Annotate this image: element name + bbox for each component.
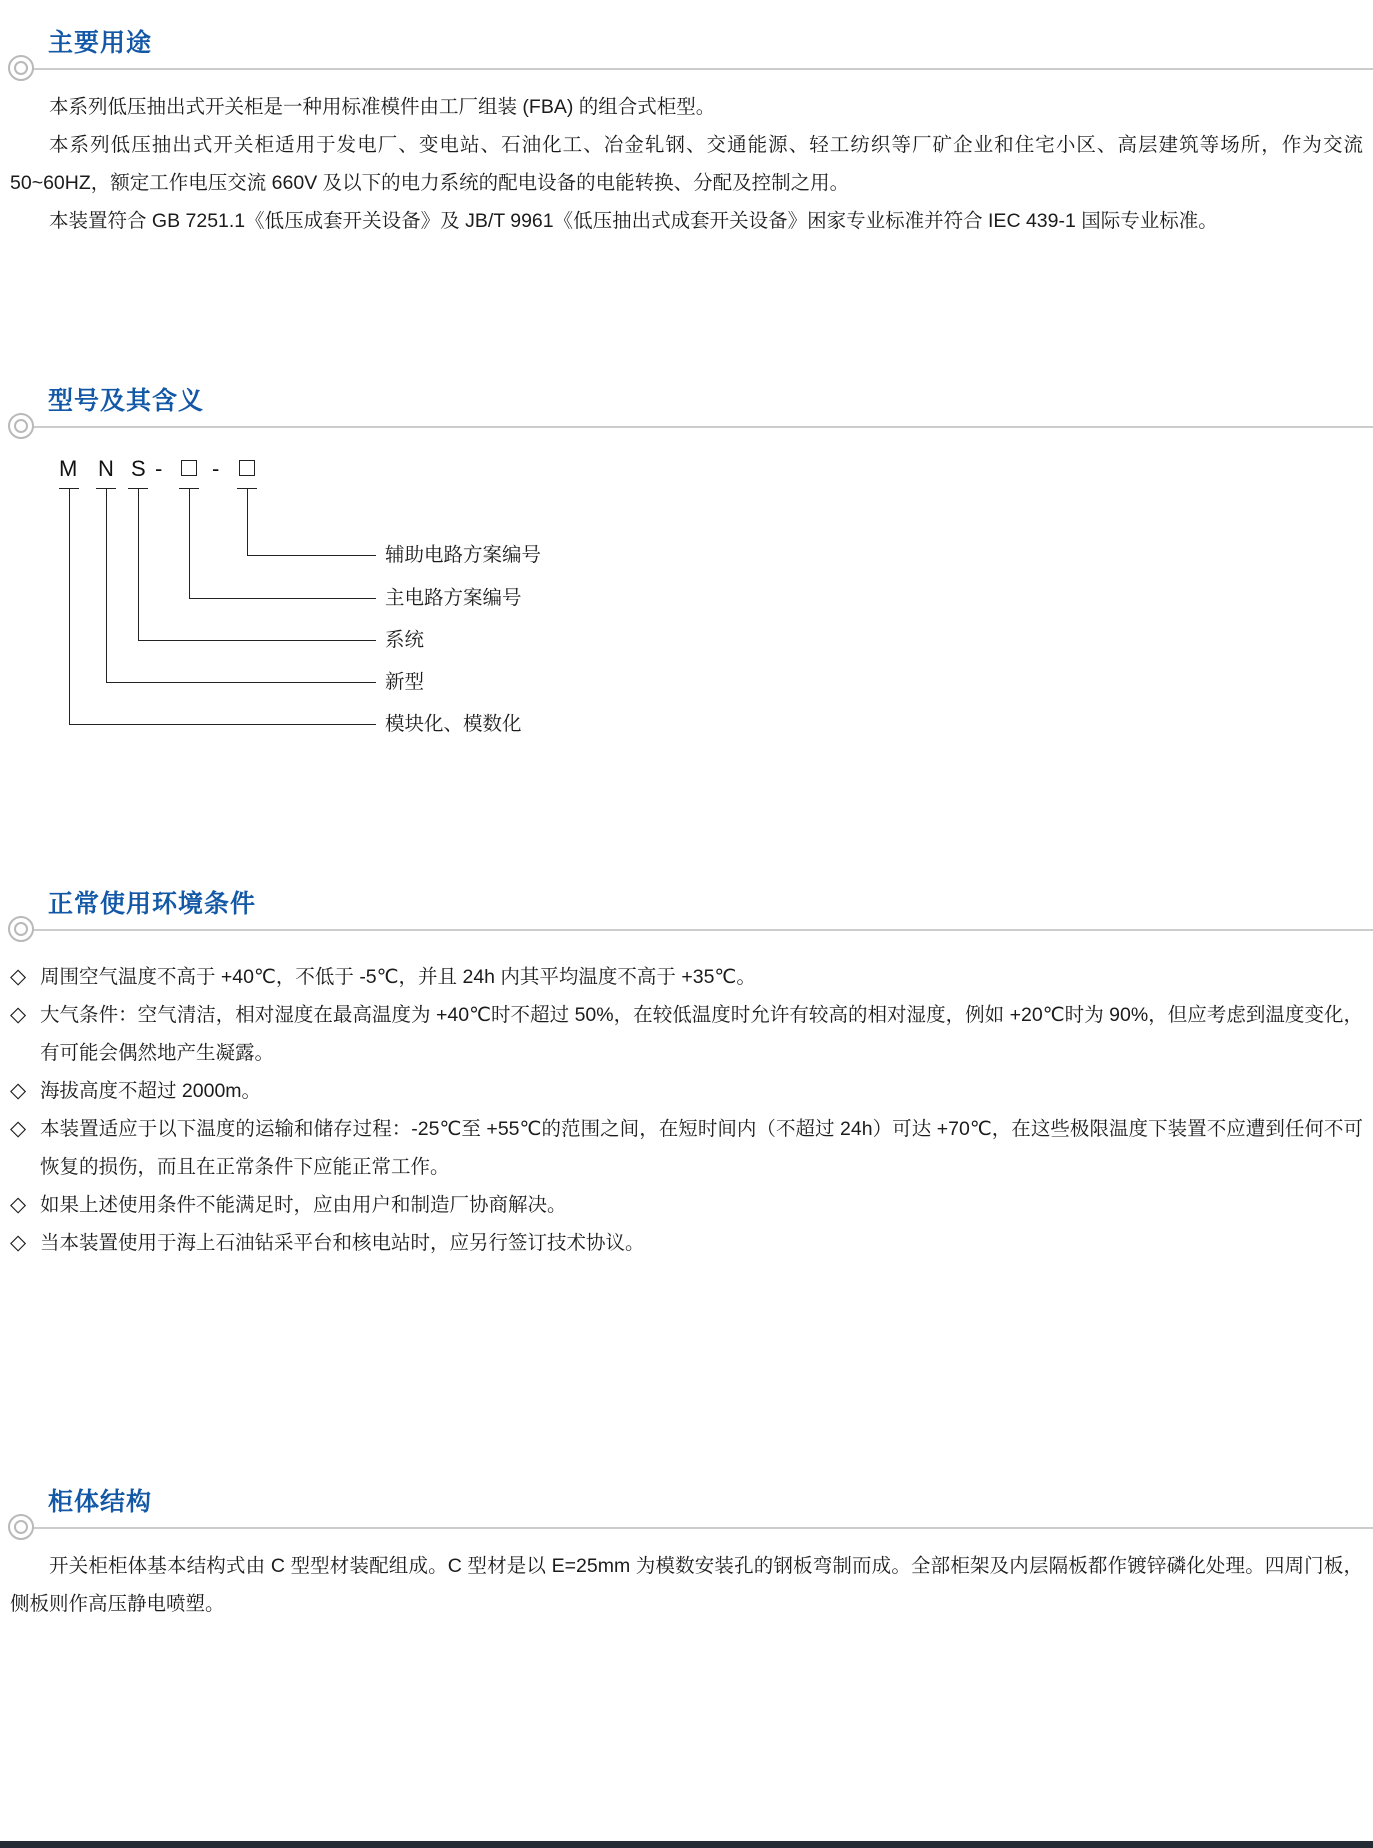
list-item	[10, 1186, 1363, 1224]
section-title-model-meaning: 型号及其含义	[48, 387, 205, 415]
designation-label-modular: 模块化、模数化	[385, 713, 522, 735]
environment-condition-list	[10, 958, 1363, 1262]
section-title-environment: 正常使用环境条件	[48, 890, 257, 918]
section-divider-line	[22, 426, 1373, 428]
page-footer-bar	[0, 1841, 1373, 1848]
designation-label-system: 系统	[385, 629, 425, 651]
list-item	[10, 996, 1363, 1072]
ring-icon	[8, 1514, 34, 1540]
model-letter-s: S	[131, 456, 146, 481]
model-designation-diagram	[0, 456, 1373, 751]
diamond-bullet-icon: ◇	[10, 1231, 27, 1254]
section-environment-conditions	[0, 889, 1373, 1262]
ring-inner-icon	[14, 922, 28, 936]
diamond-bullet-icon: ◇	[10, 965, 27, 988]
section-cabinet-structure	[0, 1487, 1373, 1623]
list-item	[10, 958, 1363, 996]
section-title-cabinet-structure: 柜体结构	[48, 1488, 153, 1516]
list-item-text: 大气条件：空气清洁，相对湿度在最高温度为 +40℃时不超过 50%，在较低温度时允许有较高的相对湿度，例如 +20℃时为 90%，但应考虑到温度变化，有可能会偶然地产生凝露。	[40, 1004, 1363, 1064]
ring-icon	[8, 916, 34, 942]
main-uses-text	[10, 88, 1363, 240]
diamond-bullet-icon: ◇	[10, 1003, 27, 1026]
list-item-text: 海拔高度不超过 2000m。	[40, 1080, 262, 1102]
list-item	[10, 1224, 1363, 1262]
paragraph: 本系列低压抽出式开关柜适用于发电厂、变电站、石油化工、冶金轧钢、交通能源、轻工纺织等厂矿企业和住宅小区、高层建筑等场所，作为交流 50~60HZ，额定工作电压交流 660V 及以下的电力系统的配电设备的电能转换、分配及控制之用。	[10, 134, 1363, 194]
section-divider-line	[22, 1527, 1373, 1529]
section-main-uses	[0, 28, 1373, 240]
section-divider-line	[22, 68, 1373, 70]
paragraph: 本系列低压抽出式开关柜是一种用标准模件由工厂组装 (FBA) 的组合式柜型。	[49, 96, 716, 118]
section-rule-row	[0, 1517, 1373, 1541]
model-separator: -	[212, 456, 220, 481]
ring-inner-icon	[14, 1520, 28, 1534]
section-rule-row	[0, 919, 1373, 943]
ring-inner-icon	[14, 61, 28, 75]
designation-label-main-circuit: 主电路方案编号	[385, 587, 522, 609]
paragraph: 开关柜柜体基本结构式由 C 型型材装配组成。C 型材是以 E=25mm 为模数安装孔的钢板弯制而成。全部柜架及内层隔板都作镀锌磷化处理。四周门板，侧板则作高压静电喷塑。	[10, 1555, 1363, 1615]
designation-label-aux-circuit: 辅助电路方案编号	[385, 544, 542, 566]
connector-line-modular	[69, 489, 376, 725]
list-item	[10, 1110, 1363, 1186]
paragraph: 本装置符合 GB 7251.1《低压成套开关设备》及 JB/T 9961《低压抽出式成套开关设备》困家专业标准并符合 IEC 439-1 国际专业标准。	[49, 210, 1218, 232]
model-separator: -	[155, 456, 163, 481]
list-item	[10, 1072, 1363, 1110]
ring-icon	[8, 55, 34, 81]
list-item-text: 周围空气温度不高于 +40℃，不低于 -5℃，并且 24h 内其平均温度不高于 +35℃。	[40, 966, 756, 988]
model-letter-n: N	[98, 456, 114, 481]
diamond-bullet-icon: ◇	[10, 1079, 27, 1102]
list-item-text: 如果上述使用条件不能满足时，应由用户和制造厂协商解决。	[40, 1194, 567, 1216]
ring-inner-icon	[14, 419, 28, 433]
model-letter-m: M	[59, 456, 78, 481]
list-item-text: 本装置适应于以下温度的运输和储存过程：-25℃至 +55℃的范围之间，在短时间内（不超过 24h）可达 +70℃，在这些极限温度下装置不应遭到任何不可恢复的损伤，而且在正常条件下应能正常工作。	[40, 1118, 1363, 1178]
list-item-text: 当本装置使用于海上石油钻采平台和核电站时，应另行签订技术协议。	[40, 1232, 645, 1254]
section-divider-line	[22, 929, 1373, 931]
diamond-bullet-icon: ◇	[10, 1193, 27, 1216]
section-model-meaning	[0, 386, 1373, 735]
placeholder-box-main-circuit	[181, 460, 197, 476]
ring-icon	[8, 413, 34, 439]
designation-label-new-type: 新型	[385, 671, 425, 693]
section-rule-row	[0, 58, 1373, 82]
section-title-main-uses: 主要用途	[48, 29, 153, 57]
diamond-bullet-icon: ◇	[10, 1117, 27, 1140]
placeholder-box-aux-circuit	[239, 460, 255, 476]
section-rule-row	[0, 416, 1373, 440]
cabinet-structure-text	[10, 1547, 1363, 1623]
